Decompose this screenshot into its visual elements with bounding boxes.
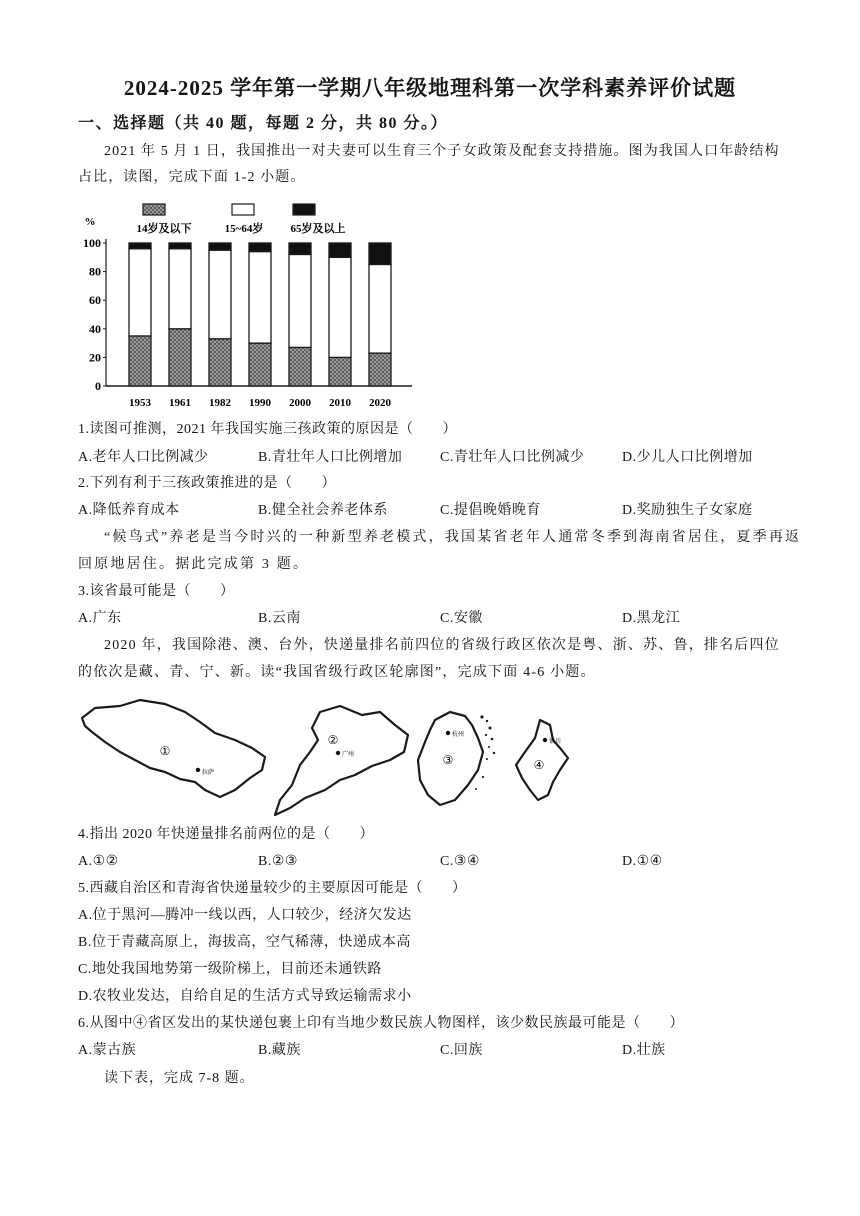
capital-name-1: 拉萨 bbox=[202, 770, 215, 776]
region-label-1: ① bbox=[159, 744, 171, 758]
chart-bars bbox=[129, 243, 391, 386]
question-6-stem: 6.从图中④省区发出的某快递包裹上印有当地少数民族人物图样，该少数民族最可能是（ ） bbox=[78, 1016, 684, 1031]
option-b: B.青壮年人口比例增加 bbox=[258, 450, 403, 465]
chart-legend bbox=[137, 204, 346, 235]
bar-segment-3-2000 bbox=[289, 243, 311, 254]
question-5-stem: 5.西藏自治区和青海省快递量较少的主要原因可能是（ ） bbox=[78, 881, 467, 896]
bar-segment-2-1953 bbox=[129, 249, 151, 336]
legend-label: 65岁及以上 bbox=[290, 223, 346, 235]
capital-dot-2 bbox=[336, 751, 340, 755]
province-map-3 bbox=[418, 712, 495, 805]
legend-swatch bbox=[143, 204, 165, 215]
province-outline-maps bbox=[78, 695, 578, 820]
bar-segment-3-1953 bbox=[129, 243, 151, 249]
question-4-stem: 4.指出 2020 年快递量排名前两位的是（ ） bbox=[78, 827, 374, 842]
option-a: A.广东 bbox=[78, 611, 122, 626]
option-b: B.云南 bbox=[258, 611, 301, 626]
option-c: C.地处我国地势第一级阶梯上，目前还未通铁路 bbox=[78, 962, 382, 977]
option-a: A.老年人口比例减少 bbox=[78, 450, 209, 465]
option-c: C.回族 bbox=[440, 1043, 483, 1058]
province-map-1 bbox=[82, 700, 265, 797]
capital-name-2: 广州 bbox=[342, 752, 355, 758]
question-6-options bbox=[78, 1042, 782, 1060]
bar-segment-1-2020 bbox=[369, 353, 391, 386]
x-tick-label: 2010 bbox=[329, 397, 351, 409]
passage-3-line-2: 的依次是藏、青、宁、新。读“我国省级行政区轮廓图”，完成下面 4-6 小题。 bbox=[78, 665, 596, 680]
option-c: C.青壮年人口比例减少 bbox=[440, 450, 585, 465]
exam-title: 2024-2025 学年第一学期八年级地理科第一次学科素养评价试题 bbox=[123, 76, 737, 100]
x-tick-label: 1953 bbox=[129, 397, 151, 409]
option-d: D.农牧业发达，自给自足的生活方式导致运输需求小 bbox=[78, 989, 412, 1004]
bar-segment-1-2010 bbox=[329, 357, 351, 386]
bar-segment-2-2010 bbox=[329, 257, 351, 357]
option-c: C.提倡晚婚晚育 bbox=[440, 503, 541, 518]
province-map-4 bbox=[516, 720, 568, 800]
bar-segment-2-2000 bbox=[289, 254, 311, 347]
region-label-3: ③ bbox=[442, 753, 454, 767]
table-instruction: 读下表，完成 7-8 题。 bbox=[104, 1071, 255, 1086]
y-axis-unit-label: % bbox=[84, 216, 96, 228]
y-tick-label: 40 bbox=[89, 321, 101, 336]
option-d: D.奖励独生子女家庭 bbox=[622, 503, 753, 518]
question-3-options bbox=[78, 610, 782, 628]
capital-dot-4 bbox=[543, 738, 547, 742]
bar-segment-3-1990 bbox=[249, 243, 271, 252]
legend-swatch bbox=[293, 204, 315, 215]
option-b: B.位于青藏高原上，海拔高，空气稀薄，快递成本高 bbox=[78, 935, 411, 950]
option-d: D.①④ bbox=[622, 854, 663, 869]
capital-name-3: 杭州 bbox=[452, 732, 465, 738]
option-b: B.②③ bbox=[258, 854, 298, 869]
passage-1-line-1: 2021 年 5 月 1 日，我国推出一对夫妻可以生育三个子女政策及配套支持措施。图为我国人口年龄结构 bbox=[104, 144, 780, 159]
bar-segment-2-1961 bbox=[169, 249, 191, 329]
legend-label: 14岁及以下 bbox=[136, 223, 192, 235]
region-label-4: ④ bbox=[533, 758, 545, 772]
y-tick-label: 80 bbox=[89, 264, 101, 279]
province-map-2 bbox=[275, 706, 408, 815]
legend-label: 15~64岁 bbox=[224, 223, 264, 235]
bar-segment-2-1982 bbox=[209, 250, 231, 339]
capital-dot-3 bbox=[446, 731, 450, 735]
option-b: B.藏族 bbox=[258, 1043, 301, 1058]
passage-3-line-1: 2020 年，我国除港、澳、台外，快递量排名前四位的省级行政区依次是粤、浙、苏、鲁，排名后四位 bbox=[104, 638, 780, 653]
y-tick-label: 60 bbox=[89, 293, 101, 308]
y-tick-label: 100 bbox=[83, 236, 101, 250]
x-tick-label: 1990 bbox=[249, 397, 271, 409]
x-tick-label: 1961 bbox=[169, 397, 191, 409]
province-outline-2 bbox=[275, 706, 408, 815]
option-d: D.少儿人口比例增加 bbox=[622, 450, 753, 465]
bar-segment-1-1953 bbox=[129, 336, 151, 386]
bar-segment-1-1990 bbox=[249, 343, 271, 386]
bar-segment-3-2020 bbox=[369, 243, 391, 264]
y-tick-label: 20 bbox=[89, 350, 101, 365]
option-c: C.③④ bbox=[440, 854, 480, 869]
question-2-stem: 2.下列有利于三孩政策推进的是（ ） bbox=[78, 476, 336, 491]
x-tick-label: 2020 bbox=[369, 397, 391, 409]
section-heading: 一、选择题（共 40 题，每题 2 分，共 80 分。） bbox=[78, 115, 449, 132]
x-tick-label: 2000 bbox=[289, 397, 311, 409]
population-age-structure-chart bbox=[78, 195, 418, 415]
option-c: C.安徽 bbox=[440, 611, 483, 626]
bar-segment-1-2000 bbox=[289, 347, 311, 386]
bar-segment-2-2020 bbox=[369, 264, 391, 353]
question-4-options bbox=[78, 853, 782, 871]
capital-name-4: 银川 bbox=[549, 739, 562, 745]
option-a: A.①② bbox=[78, 854, 119, 869]
bar-segment-3-2010 bbox=[329, 243, 351, 257]
question-3-stem: 3.该省最可能是（ ） bbox=[78, 584, 235, 599]
y-tick-label: 0 bbox=[95, 379, 101, 393]
capital-dot-1 bbox=[196, 768, 200, 772]
option-d: D.黑龙江 bbox=[622, 611, 681, 626]
option-d: D.壮族 bbox=[622, 1043, 666, 1058]
question-1-options bbox=[78, 449, 782, 467]
passage-2-line-1: “候鸟式”养老是当今时兴的一种新型养老模式，我国某省老年人通常冬季到海南省居住，夏季再返 bbox=[104, 530, 802, 545]
option-a: A.蒙古族 bbox=[78, 1043, 137, 1058]
bar-segment-3-1961 bbox=[169, 243, 191, 249]
option-a: A.降低养育成本 bbox=[78, 503, 180, 518]
option-a: A.位于黑河—腾冲一线以西，人口较少，经济欠发达 bbox=[78, 908, 412, 923]
bar-segment-3-1982 bbox=[209, 243, 231, 250]
bar-segment-2-1990 bbox=[249, 252, 271, 344]
passage-2-line-2: 回原地居住。据此完成第 3 题。 bbox=[78, 557, 310, 572]
passage-1-line-2: 占比，读图，完成下面 1-2 小题。 bbox=[78, 170, 306, 185]
option-b: B.健全社会养老体系 bbox=[258, 503, 388, 518]
province-outline-1 bbox=[82, 700, 265, 797]
x-tick-label: 1982 bbox=[209, 397, 231, 409]
legend-swatch bbox=[232, 204, 254, 215]
bar-segment-1-1961 bbox=[169, 329, 191, 386]
question-1-stem: 1.读图可推测，2021 年我国实施三孩政策的原因是（ ） bbox=[78, 422, 457, 437]
bar-segment-1-1982 bbox=[209, 339, 231, 386]
question-2-options bbox=[78, 502, 782, 520]
region-label-2: ② bbox=[327, 733, 339, 747]
